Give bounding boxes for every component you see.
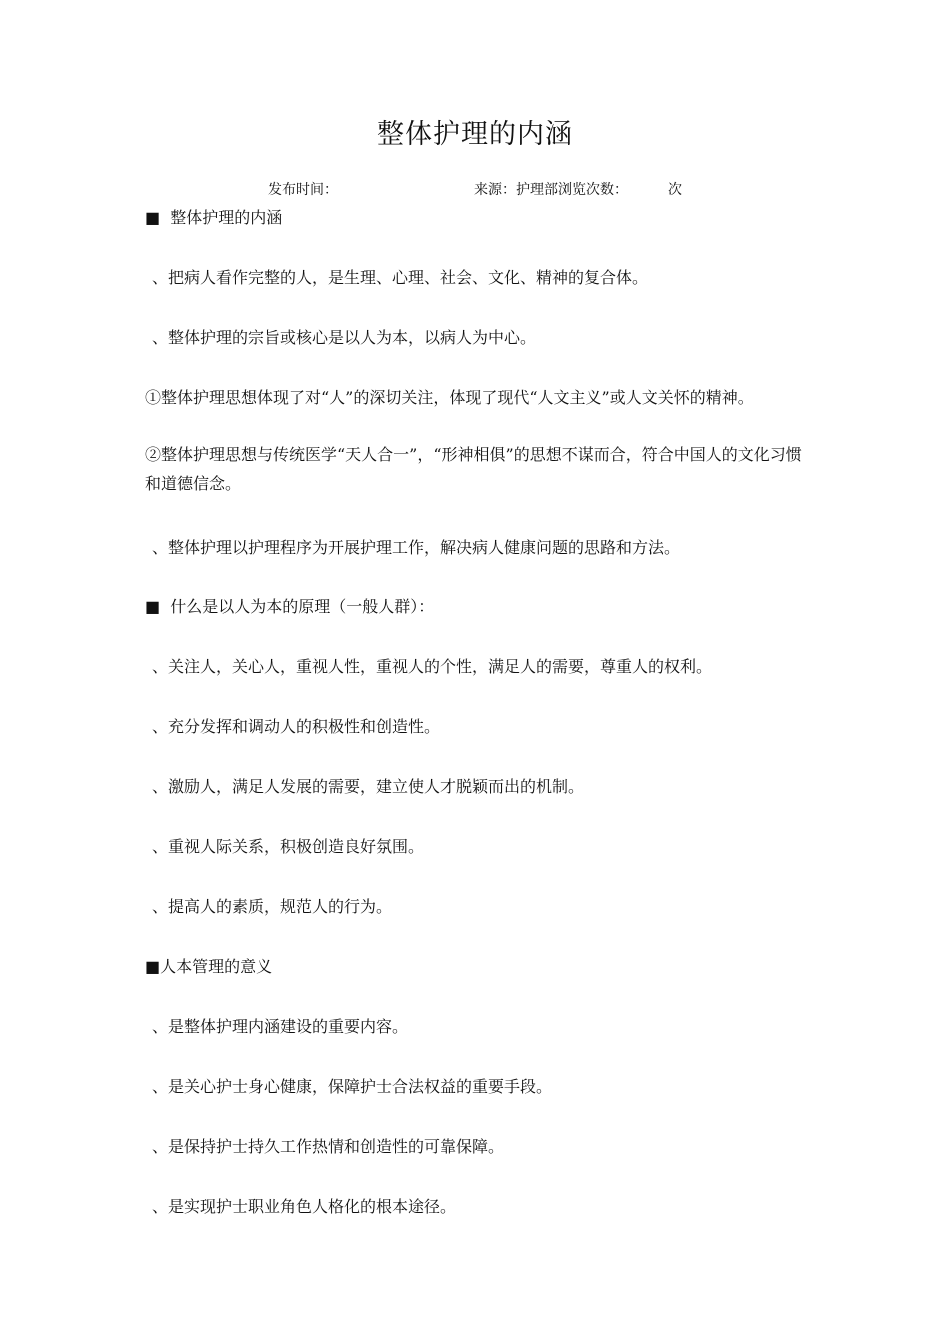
section-heading-text: 人本管理的意义 [160, 957, 273, 976]
list-item: 、关注人，关心人，重视人性，重视人的个性，满足人的需要，尊重人的权利。 [152, 657, 713, 676]
list-item: 、是实现护士职业角色人格化的根本途径。 [152, 1197, 457, 1216]
views-unit-label: 次 [668, 182, 682, 198]
section-heading-text: 整体护理的内涵 [170, 208, 283, 227]
list-item: 、激励人，满足人发展的需要，建立使人才脱颖而出的机制。 [152, 777, 585, 796]
section-heading [145, 594, 434, 617]
square-bullet-icon: ■ [145, 208, 161, 227]
square-bullet-icon: ■ [145, 597, 161, 616]
list-item: ②整体护理思想与传统医学“天人合一”，“形神相俱”的思想不谋而合，符合中国人的文化习惯和道德信念。 [145, 445, 802, 493]
section-heading [145, 205, 282, 228]
section-heading [145, 954, 272, 977]
publish-time-label: 发布时间： [268, 182, 338, 198]
list-item: 、是关心护士身心健康，保障护士合法权益的重要手段。 [152, 1077, 553, 1096]
list-item: 、整体护理以护理程序为开展护理工作，解决病人健康问题的思路和方法。 [152, 538, 681, 557]
list-item: ①整体护理思想体现了对“人”的深切关注，体现了现代“人文主义”或人文关怀的精神。 [145, 388, 754, 407]
page-title: 整体护理的内涵 [377, 119, 573, 150]
list-item: 、是保持护士持久工作热情和创造性的可靠保障。 [152, 1137, 505, 1156]
source-views-label: 来源：护理部浏览次数： [474, 182, 628, 198]
list-item: 、整体护理的宗旨或核心是以人为本，以病人为中心。 [152, 328, 537, 347]
list-item: 、把病人看作完整的人，是生理、心理、社会、文化、精神的复合体。 [152, 268, 649, 287]
list-item: 、是整体护理内涵建设的重要内容。 [152, 1017, 409, 1036]
section-heading-text: 什么是以人为本的原理（一般人群）： [170, 597, 435, 616]
list-item: 、重视人际关系，积极创造良好氛围。 [152, 837, 425, 856]
square-bullet-icon: ■ [145, 957, 161, 976]
list-item: 、充分发挥和调动人的积极性和创造性。 [152, 717, 441, 736]
list-item: 、提高人的素质，规范人的行为。 [152, 897, 393, 916]
